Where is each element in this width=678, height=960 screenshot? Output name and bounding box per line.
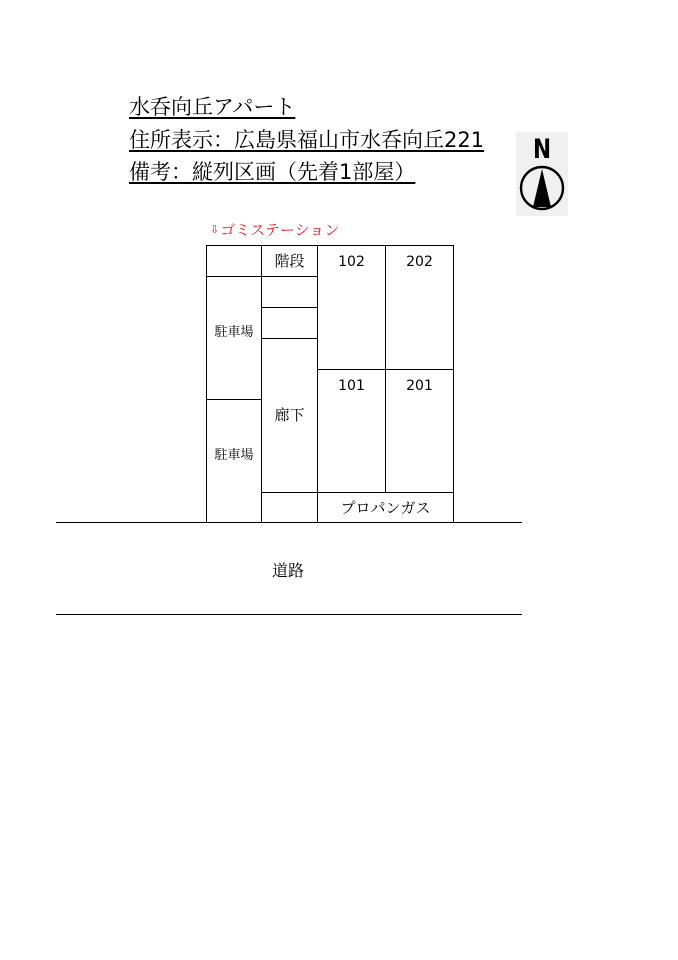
note-line: 備考：縦列区画（先着1部屋） xyxy=(129,160,416,184)
room-202 xyxy=(385,245,454,370)
room-number: 201 xyxy=(406,378,433,394)
corridor xyxy=(261,338,318,493)
road-label: 道路 xyxy=(271,561,304,580)
storage-cell-2 xyxy=(261,307,318,339)
room-number: 102 xyxy=(338,254,365,270)
stairs-label: 階段 xyxy=(274,252,305,270)
propane-gas-label: プロパンガス xyxy=(340,499,431,517)
parking-space-2 xyxy=(206,399,262,523)
room-201 xyxy=(385,369,454,493)
propane-gas xyxy=(317,492,454,523)
parking-space-1 xyxy=(206,276,262,400)
road-edge-bottom xyxy=(56,614,522,615)
empty-cell xyxy=(261,492,318,523)
storage-cell-1 xyxy=(261,276,318,308)
garbage-station-text: ゴミステーション xyxy=(220,221,340,239)
north-letter: N xyxy=(532,134,552,165)
corridor-label: 廊下 xyxy=(274,406,305,424)
property-title: 水呑向丘アパート xyxy=(129,95,296,119)
room-102 xyxy=(317,245,386,370)
garbage-station-label xyxy=(210,219,339,240)
road-edge-top xyxy=(56,522,522,523)
empty-cell xyxy=(206,245,262,277)
stairs xyxy=(261,245,318,277)
arrow-down-icon: ⇩ xyxy=(210,223,220,236)
room-number: 101 xyxy=(338,378,365,394)
north-arrow-icon xyxy=(516,132,568,216)
address-line: 住所表示：広島県福山市水呑向丘221 xyxy=(129,128,485,152)
parking-label-2: 駐車場 xyxy=(214,448,254,463)
compass xyxy=(516,132,568,216)
parking-label-1: 駐車場 xyxy=(214,325,254,340)
room-number: 202 xyxy=(406,254,433,270)
room-101 xyxy=(317,369,386,493)
